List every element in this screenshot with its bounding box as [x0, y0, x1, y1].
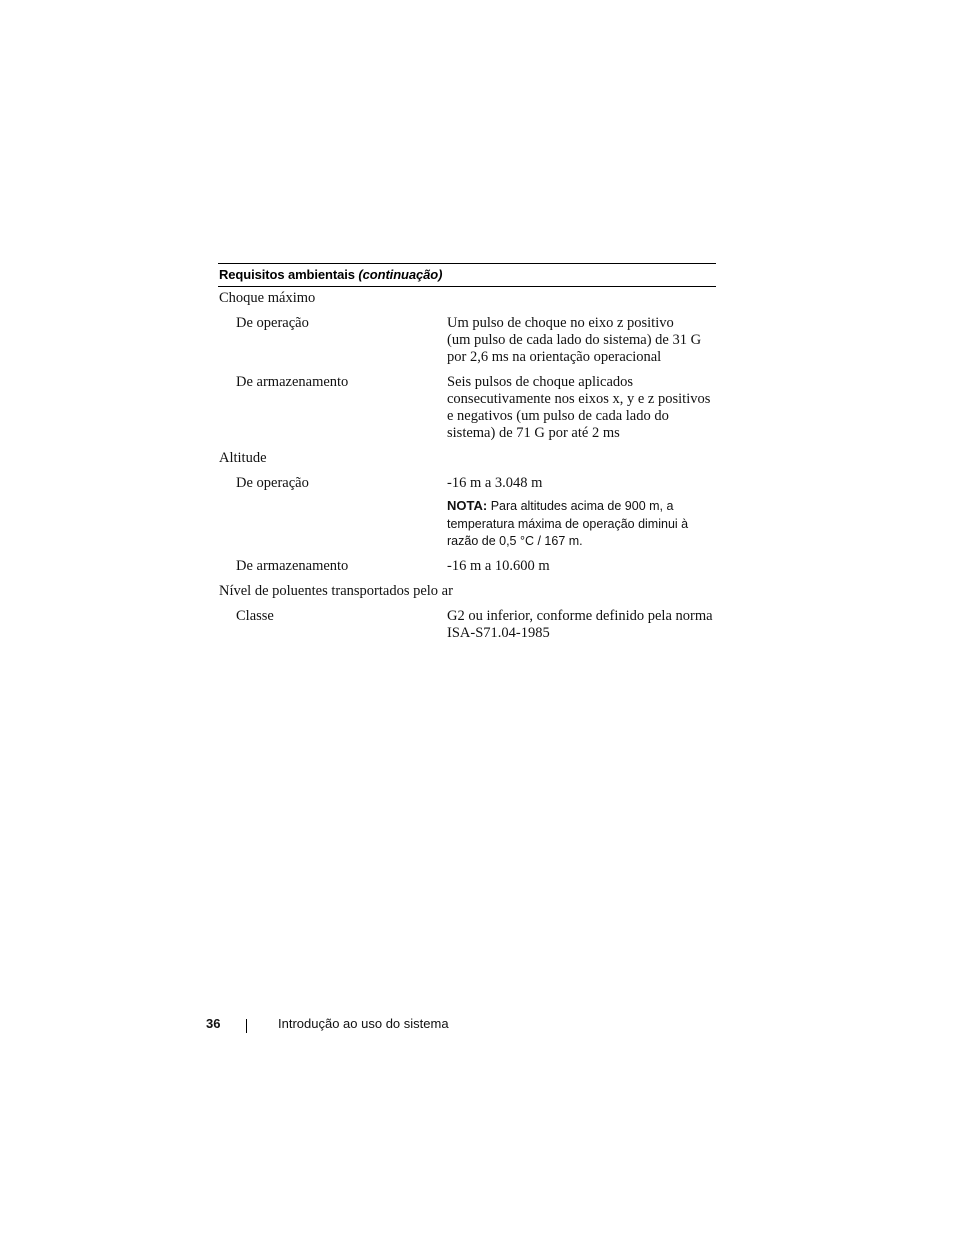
value-line: consecutivamente nos eixos x, y e z positivos [447, 391, 711, 407]
value-line: sistema) de 71 G por até 2 ms [447, 425, 620, 441]
table-body [218, 287, 716, 677]
note-label: NOTA: [447, 498, 488, 513]
row-label-altitude-storage: De armazenamento [236, 558, 349, 574]
row-label-class: Classe [236, 608, 274, 624]
value-line: ISA-S71.04-1985 [447, 625, 550, 641]
value-line: G2 ou inferior, conforme definido pela norma [447, 608, 713, 624]
row-label-altitude-operating: De operação [236, 475, 309, 491]
page-number: 36 [206, 1016, 221, 1031]
environmental-requirements-table [218, 263, 716, 677]
value-line: por 2,6 ms na orientação operacional [447, 349, 662, 365]
row-value-altitude-storage [447, 558, 717, 575]
note-line: razão de 0,5 °C / 167 m. [447, 534, 583, 548]
value-line: Seis pulsos de choque aplicados [447, 374, 634, 390]
value-line: Um pulso de choque no eixo z positivo [447, 315, 674, 331]
note-text: Para altitudes acima de 900 m, a [490, 499, 674, 513]
row-value-shock-storage [447, 374, 717, 442]
value-line: (um pulso de cada lado do sistema) de 31 G [447, 332, 702, 348]
value-line: -16 m a 3.048 m [447, 475, 543, 491]
note-line: temperatura máxima de operação diminui à [447, 516, 689, 531]
row-label-shock-storage: De armazenamento [236, 374, 349, 390]
footer-separator [246, 1019, 247, 1033]
category-maximum-shock: Choque máximo [219, 290, 316, 306]
category-altitude: Altitude [219, 450, 267, 466]
table-title-continuation: (continuação) [358, 267, 443, 282]
note-line [447, 497, 717, 516]
row-value-altitude-operating [447, 475, 717, 492]
row-label-shock-operating: De operação [236, 315, 309, 331]
category-airborne-contaminants: Nível de poluentes transportados pelo ar [219, 583, 453, 599]
value-line: -16 m a 10.600 m [447, 558, 550, 574]
value-line: e negativos (um pulso de cada lado do [447, 408, 669, 424]
row-value-class [447, 608, 717, 642]
table-title [218, 264, 716, 286]
row-value-shock-operating [447, 315, 717, 366]
chapter-title: Introdução ao uso do sistema [278, 1016, 449, 1031]
table-title-text: Requisitos ambientais [219, 267, 355, 282]
altitude-note [447, 497, 717, 551]
